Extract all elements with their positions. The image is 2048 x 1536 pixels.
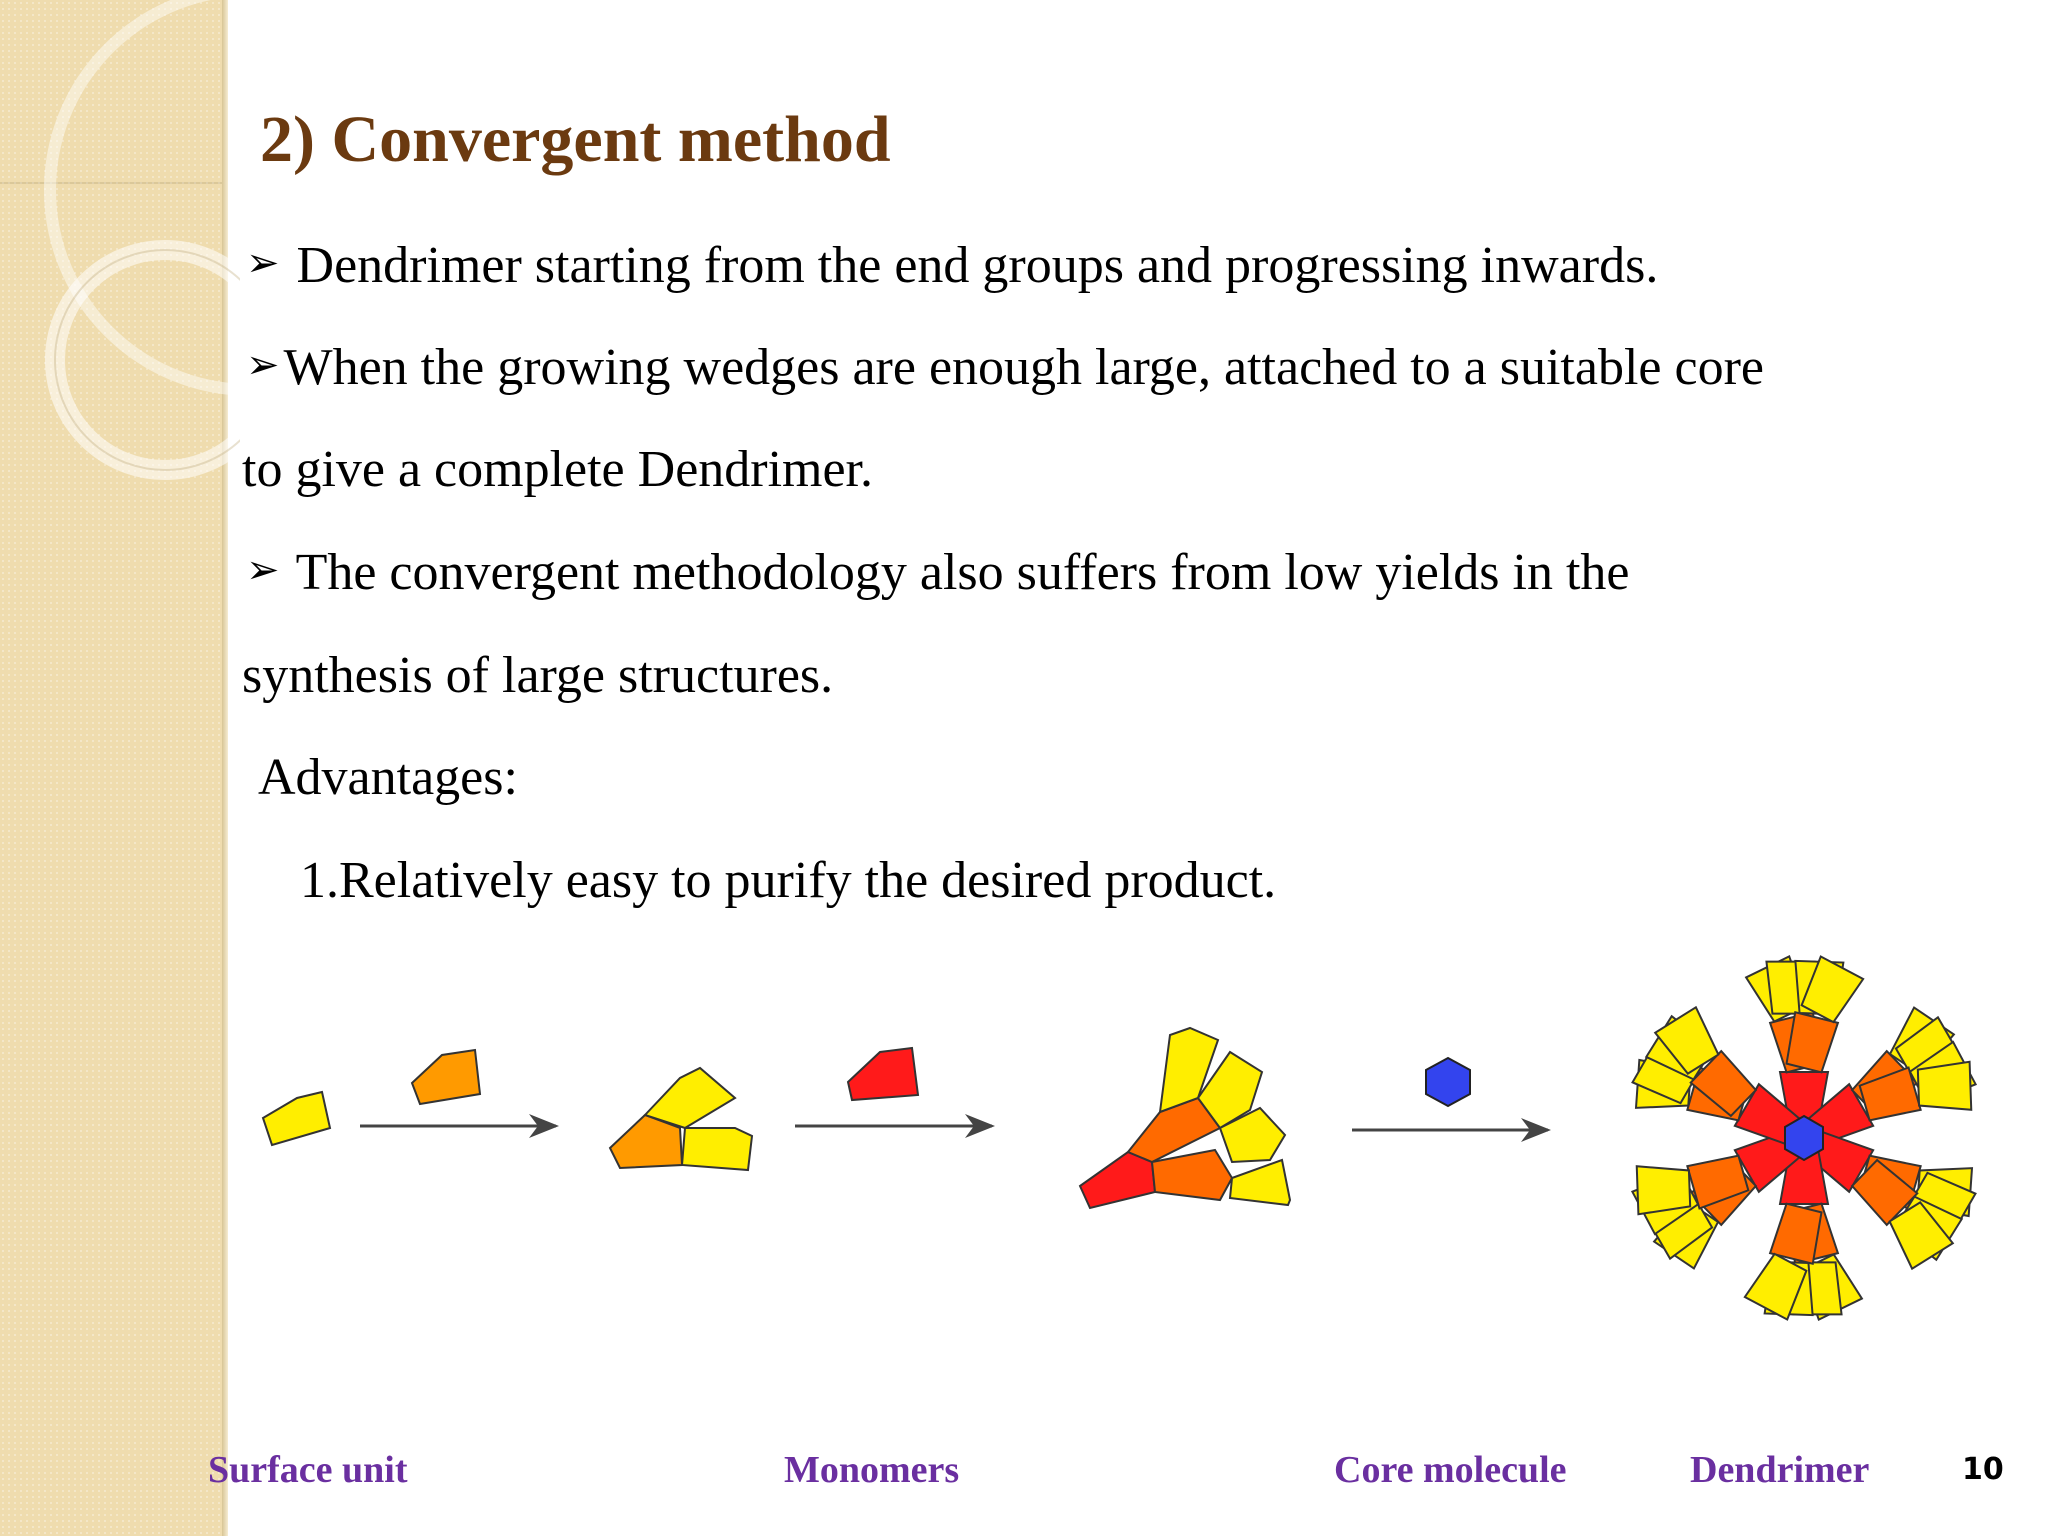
bullet-line-1: [246, 236, 1658, 295]
page-number: 10: [1962, 1452, 2004, 1487]
convergent-synthesis-diagram: [240, 900, 2040, 1380]
bullet-text: When the growing wedges are enough large, attached to a suitable core: [283, 339, 1764, 396]
advantage-item-1: 1.Relatively easy to purify the desired product.: [300, 852, 1277, 909]
bullet-line-3: [246, 543, 1630, 602]
core-molecule-shape: [1426, 1058, 1470, 1106]
decorative-rings: [0, 0, 240, 520]
bullet-text: to give a complete Dendrimer.: [242, 441, 874, 498]
advantages-heading: Advantages:: [258, 749, 518, 806]
bullet-line-2: [246, 338, 1764, 397]
bullet-line-3-cont: [242, 646, 833, 705]
monomer-shape-orange: [412, 1050, 480, 1104]
caption-monomers: Monomers: [784, 1449, 960, 1491]
dendrimer-core: [1785, 1116, 1823, 1160]
caption-dendrimer: Dendrimer: [1690, 1449, 1870, 1491]
first-generation-wedge: [610, 1068, 752, 1170]
bullet-line-2-cont: [242, 440, 873, 499]
monomer-shape-red: [848, 1048, 918, 1100]
arrow-bullet-icon: ➢: [246, 547, 280, 593]
bullet-text: Dendrimer starting from the end groups and progressing inwards.: [283, 237, 1659, 294]
dendrimer-shape: [1611, 950, 1998, 1325]
bullet-text: The convergent methodology also suffers from low yields in the: [283, 544, 1630, 601]
caption-core-molecule: Core molecule: [1334, 1449, 1567, 1491]
surface-unit-shape: [263, 1092, 330, 1145]
slide-title: 2) Convergent method: [260, 103, 891, 176]
arrow-bullet-icon: ➢: [246, 240, 280, 286]
caption-surface-unit: Surface unit: [208, 1449, 408, 1491]
arrow-bullet-icon: ➢: [246, 342, 280, 388]
bullet-text: synthesis of large structures.: [242, 647, 834, 704]
second-generation-wedge: [1080, 1028, 1290, 1208]
